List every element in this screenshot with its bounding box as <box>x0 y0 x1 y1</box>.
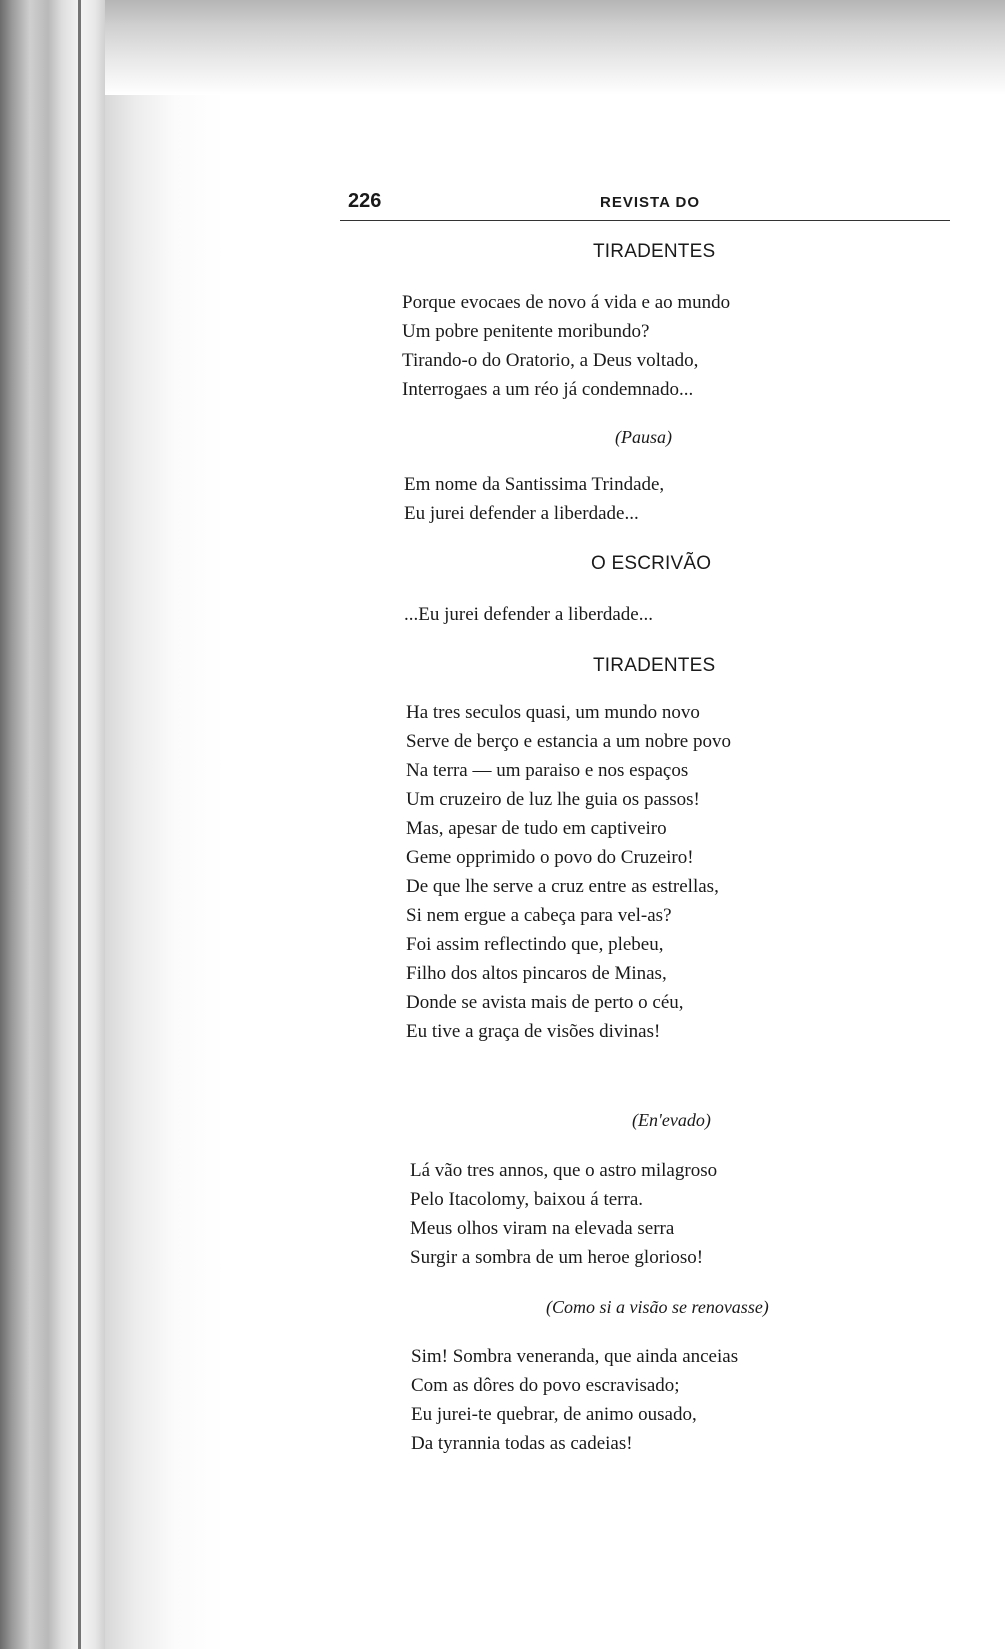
verse-line: Porque evocaes de novo á vida e ao mundo <box>402 292 731 313</box>
book-binding-edge <box>0 0 105 1649</box>
verse-line: Meus olhos viram na elevada serra <box>410 1218 675 1239</box>
verse-line: Da tyrannia todas as cadeias! <box>411 1433 633 1454</box>
stanza <box>410 1156 717 1272</box>
stage-direction: (En'evado) <box>632 1110 711 1130</box>
verse-line: Interrogaes a um réo já condemnado... <box>402 379 694 400</box>
verse-line: Si nem ergue a cabeça para vel-as? <box>406 905 672 926</box>
verse-line: Com as dôres do povo escravisado; <box>411 1375 680 1396</box>
verse-line: ...Eu jurei defender a liberdade... <box>404 604 653 625</box>
verse-line: Lá vão tres annos, que o astro milagroso <box>410 1160 718 1181</box>
stanza <box>402 288 730 404</box>
verse-line: Ha tres seculos quasi, um mundo novo <box>406 702 700 723</box>
verse-line: Sim! Sombra veneranda, que ainda anceias <box>411 1346 739 1367</box>
verse-line: Na terra — um paraiso e nos espaços <box>406 760 689 781</box>
verse-line: Serve de berço e estancia a um nobre povo <box>406 731 731 752</box>
verse-line: Um cruzeiro de luz lhe guia os passos! <box>406 789 700 810</box>
verse-line: Filho dos altos pincaros de Minas, <box>406 963 667 984</box>
stanza <box>404 600 653 629</box>
stanza <box>411 1342 738 1458</box>
verse-line: Foi assim reflectindo que, plebeu, <box>406 934 664 955</box>
verse-line: Surgir a sombra de um heroe glorioso! <box>410 1247 704 1268</box>
book-spine-shadow <box>78 0 81 1649</box>
verse-line: Mas, apesar de tudo em captiveiro <box>406 818 667 839</box>
verse-line: Geme opprimido o povo do Cruzeiro! <box>406 847 694 868</box>
page-header <box>340 190 950 221</box>
verse-line: De que lhe serve a cruz entre as estrellas, <box>406 876 719 897</box>
verse-line: Em nome da Santissima Trindade, <box>404 474 665 495</box>
page-top-shading <box>105 0 1005 95</box>
page-number: 226 <box>348 190 382 212</box>
running-head: REVISTA DO <box>600 194 701 211</box>
stage-direction: (Pausa) <box>615 427 672 447</box>
verse-line: Eu jurei defender a liberdade... <box>404 503 639 524</box>
verse-line: Tirando-o do Oratorio, a Deus voltado, <box>402 350 699 371</box>
verse-line: Eu jurei-te quebrar, de animo ousado, <box>411 1404 697 1425</box>
verse-line: Pelo Itacolomy, baixou á terra. <box>410 1189 644 1210</box>
verse-line: Um pobre penitente moribundo? <box>402 321 650 342</box>
verse-line: Donde se avista mais de perto o céu, <box>406 992 684 1013</box>
speaker-name: TIRADENTES <box>593 241 716 262</box>
stanza <box>406 698 731 1046</box>
speaker-name: TIRADENTES <box>593 655 716 676</box>
verse-line: Eu tive a graça de visões divinas! <box>406 1021 661 1042</box>
stanza <box>404 470 664 528</box>
speaker-name: O ESCRIVÃO <box>591 553 712 574</box>
stage-direction: (Como si a visão se renovasse) <box>546 1297 769 1317</box>
